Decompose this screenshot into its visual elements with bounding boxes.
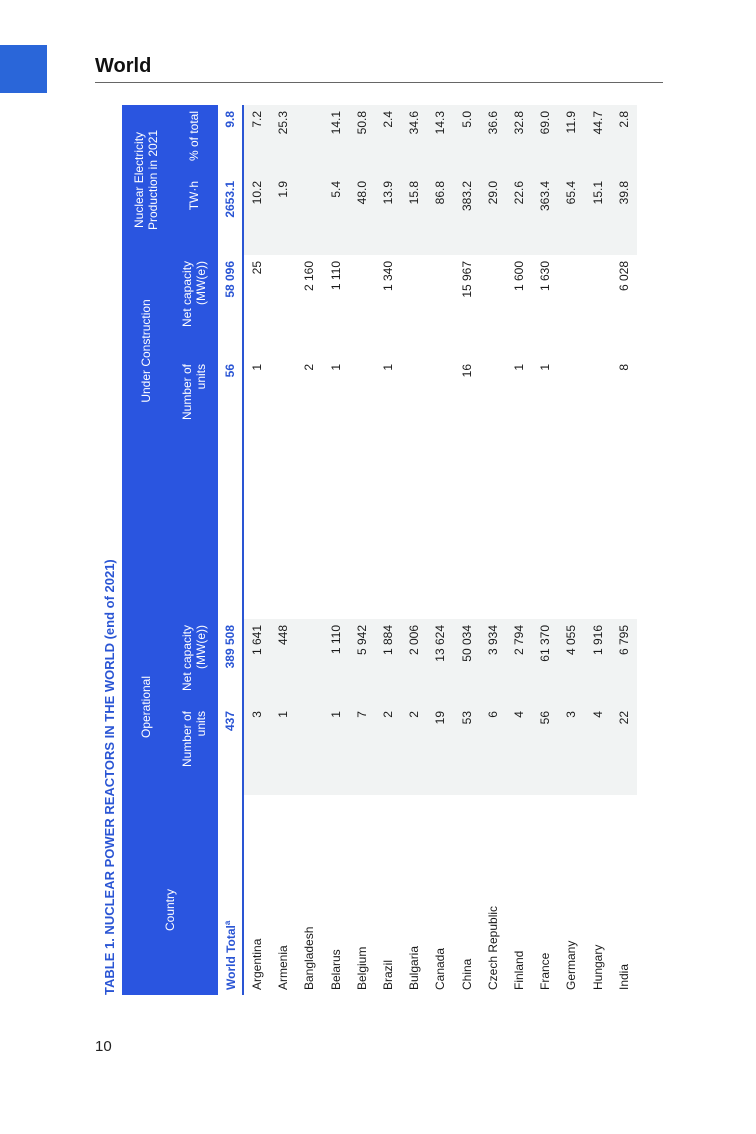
cell-op-capacity: [296, 619, 322, 705]
reactors-table: [122, 105, 637, 995]
cell-uc-units: [270, 358, 296, 447]
cell-twh: [296, 175, 322, 255]
cell-country: Armenia: [276, 945, 291, 990]
cell-country: Czech Republic: [485, 905, 500, 990]
header-production: Nuclear Electricity Production in 2021: [122, 105, 170, 255]
header-spacer-sub: [170, 447, 218, 619]
rotated-table-container: [100, 105, 640, 995]
header-under-construction: Under Construction: [122, 255, 170, 447]
cell-spacer: [558, 447, 584, 619]
cell-op-units: 3: [558, 705, 584, 795]
cell-twh: 22.6: [506, 175, 532, 255]
total-uc-capacity: 58 096: [218, 255, 243, 358]
cell-uc-capacity: 25: [250, 260, 265, 275]
cell-twh: 15.8: [401, 175, 427, 255]
table-row: [349, 105, 375, 995]
cell-spacer: [480, 447, 506, 619]
total-country: [218, 795, 243, 995]
cell-op-units: 1: [270, 705, 296, 795]
cell-op-units: 19: [427, 705, 453, 795]
cell-uc-capacity: 6 028: [616, 260, 631, 291]
cell-uc-units: [349, 358, 375, 447]
cell-uc-capacity: 2 160: [302, 260, 317, 291]
cell-uc-units: 16: [459, 363, 474, 378]
cell-uc-units: [584, 358, 610, 447]
cell-op-capacity: 3 934: [480, 619, 506, 705]
cell-spacer: [611, 447, 637, 619]
cell-op-capacity: 4 055: [558, 619, 584, 705]
cell-op-units: [296, 705, 322, 795]
cell-twh: 29.0: [480, 175, 506, 255]
cell-uc-capacity: [270, 255, 296, 358]
cell-pct: 14.3: [427, 105, 453, 175]
total-op-capacity: 389 508: [218, 619, 243, 705]
cell-pct: 44.7: [584, 105, 610, 175]
header-twh: TW·h: [170, 175, 218, 255]
cell-spacer: [349, 447, 375, 619]
cell-uc-units: 2: [302, 363, 317, 371]
total-spacer: [218, 447, 243, 619]
header-op-units: Number of units: [170, 705, 218, 795]
cell-uc-capacity: [401, 255, 427, 358]
total-uc-units: 56: [218, 358, 243, 447]
cell-pct: 25.3: [270, 105, 296, 175]
cell-country: Hungary: [590, 944, 605, 990]
cell-uc-capacity: [584, 255, 610, 358]
header-operational: Operational: [122, 619, 170, 795]
table-row: [480, 105, 506, 995]
page-number: 10: [95, 1038, 112, 1055]
cell-twh: 1.9: [270, 175, 296, 255]
cell-op-capacity: 61 370: [532, 619, 558, 705]
cell-spacer: [296, 447, 322, 619]
table-row-world-total: [218, 105, 243, 995]
cell-pct: 2.4: [375, 105, 401, 175]
cell-op-units: 22: [611, 705, 637, 795]
cell-op-units: 6: [480, 705, 506, 795]
table-row: [611, 105, 637, 995]
cell-pct: 5.0: [454, 105, 480, 175]
table-header: [122, 105, 218, 995]
cell-country: China: [459, 958, 474, 990]
cell-op-capacity: 1 916: [584, 619, 610, 705]
cell-op-capacity: 13 624: [427, 619, 453, 705]
cell-op-capacity: 50 034: [454, 619, 480, 705]
cell-pct: 69.0: [532, 105, 558, 175]
table-row: [558, 105, 584, 995]
cell-pct: 32.8: [506, 105, 532, 175]
cell-twh: 363.4: [532, 175, 558, 255]
table-caption: TABLE 1. NUCLEAR POWER REACTORS IN THE WORLD (end of 2021): [102, 559, 117, 995]
cell-country: Belgium: [354, 946, 369, 990]
cell-op-units: 2: [401, 705, 427, 795]
total-op-units: 437: [218, 705, 243, 795]
cell-twh: 13.9: [375, 175, 401, 255]
corner-tab-marker: [0, 45, 47, 93]
cell-pct: 11.9: [558, 105, 584, 175]
cell-uc-capacity: [558, 255, 584, 358]
cell-op-capacity: 2 794: [506, 619, 532, 705]
cell-op-units: 56: [532, 705, 558, 795]
cell-country: Bulgaria: [407, 945, 422, 990]
header-uc-units: Number of units: [170, 358, 218, 447]
table-row: [506, 105, 532, 995]
header-country: Country: [122, 795, 218, 995]
cell-op-capacity: 1 110: [323, 619, 349, 705]
cell-twh: 383.2: [454, 175, 480, 255]
cell-op-capacity: 1 884: [375, 619, 401, 705]
cell-twh: 48.0: [349, 175, 375, 255]
cell-op-capacity: 448: [270, 619, 296, 705]
cell-twh: 15.1: [584, 175, 610, 255]
cell-uc-units: 1: [538, 363, 553, 371]
cell-twh: 5.4: [323, 175, 349, 255]
cell-country: Argentina: [250, 938, 265, 990]
cell-pct: 7.2: [243, 105, 270, 175]
cell-spacer: [532, 447, 558, 619]
cell-op-units: 1: [323, 705, 349, 795]
cell-country: Canada: [433, 947, 448, 990]
cell-op-capacity: 5 942: [349, 619, 375, 705]
cell-uc-capacity: 1 340: [381, 260, 396, 291]
total-footnote: a: [222, 920, 232, 926]
cell-pct: 50.8: [349, 105, 375, 175]
cell-country: Bangladesh: [302, 926, 317, 990]
table-row: [454, 105, 480, 995]
cell-uc-units: 1: [511, 363, 526, 371]
cell-spacer: [243, 447, 270, 619]
cell-uc-capacity: 1 600: [511, 260, 526, 291]
cell-uc-capacity: [427, 255, 453, 358]
cell-pct: 2.8: [611, 105, 637, 175]
cell-twh: 39.8: [611, 175, 637, 255]
cell-uc-capacity: 1 110: [328, 260, 343, 291]
cell-op-units: 53: [454, 705, 480, 795]
header-spacer: [122, 447, 170, 619]
cell-uc-units: [558, 358, 584, 447]
total-country-label: World Total: [223, 925, 238, 990]
cell-country: India: [616, 963, 631, 990]
cell-uc-capacity: 1 630: [538, 260, 553, 291]
table-row: [323, 105, 349, 995]
cell-twh: 86.8: [427, 175, 453, 255]
cell-twh: 65.4: [558, 175, 584, 255]
cell-op-units: 3: [243, 705, 270, 795]
cell-pct: 36.6: [480, 105, 506, 175]
cell-uc-units: 1: [250, 363, 265, 371]
cell-uc-capacity: [349, 255, 375, 358]
cell-pct: 14.1: [323, 105, 349, 175]
cell-op-units: 4: [506, 705, 532, 795]
cell-uc-units: [401, 358, 427, 447]
cell-uc-units: [427, 358, 453, 447]
cell-spacer: [323, 447, 349, 619]
cell-op-capacity: 1 641: [243, 619, 270, 705]
cell-uc-units: [480, 358, 506, 447]
cell-spacer: [584, 447, 610, 619]
total-pct: 9.8: [218, 105, 243, 175]
cell-op-capacity: 2 006: [401, 619, 427, 705]
cell-spacer: [506, 447, 532, 619]
total-twh: 2653.1: [218, 175, 243, 255]
cell-uc-units: 1: [328, 363, 343, 371]
cell-spacer: [454, 447, 480, 619]
cell-country: France: [538, 952, 553, 990]
cell-twh: 10.2: [243, 175, 270, 255]
cell-country: Germany: [564, 940, 579, 990]
table-row: [375, 105, 401, 995]
cell-pct: 34.6: [401, 105, 427, 175]
table-row: [427, 105, 453, 995]
cell-country: Belarus: [328, 949, 343, 990]
table-row: [584, 105, 610, 995]
cell-op-capacity: 6 795: [611, 619, 637, 705]
cell-spacer: [270, 447, 296, 619]
table-row: [532, 105, 558, 995]
table-row: [243, 105, 270, 995]
cell-op-units: 7: [349, 705, 375, 795]
cell-uc-capacity: [480, 255, 506, 358]
header-rule: [95, 82, 663, 83]
header-uc-capacity: Net capacity (MW(e)): [170, 255, 218, 358]
header-pct: % of total: [170, 105, 218, 175]
cell-uc-units: 8: [616, 363, 631, 371]
cell-op-units: 2: [375, 705, 401, 795]
cell-uc-capacity: 15 967: [459, 260, 474, 298]
cell-op-units: 4: [584, 705, 610, 795]
table-body: [218, 105, 637, 995]
header-op-capacity: Net capacity (MW(e)): [170, 619, 218, 705]
cell-spacer: [375, 447, 401, 619]
table-row: [401, 105, 427, 995]
cell-spacer: [427, 447, 453, 619]
section-title: World: [95, 55, 152, 77]
cell-uc-units: 1: [381, 363, 396, 371]
cell-country: Finland: [511, 950, 526, 990]
cell-country: Brazil: [381, 959, 396, 990]
cell-pct: [296, 105, 322, 175]
table-row: [270, 105, 296, 995]
cell-spacer: [401, 447, 427, 619]
table-row: [296, 105, 322, 995]
